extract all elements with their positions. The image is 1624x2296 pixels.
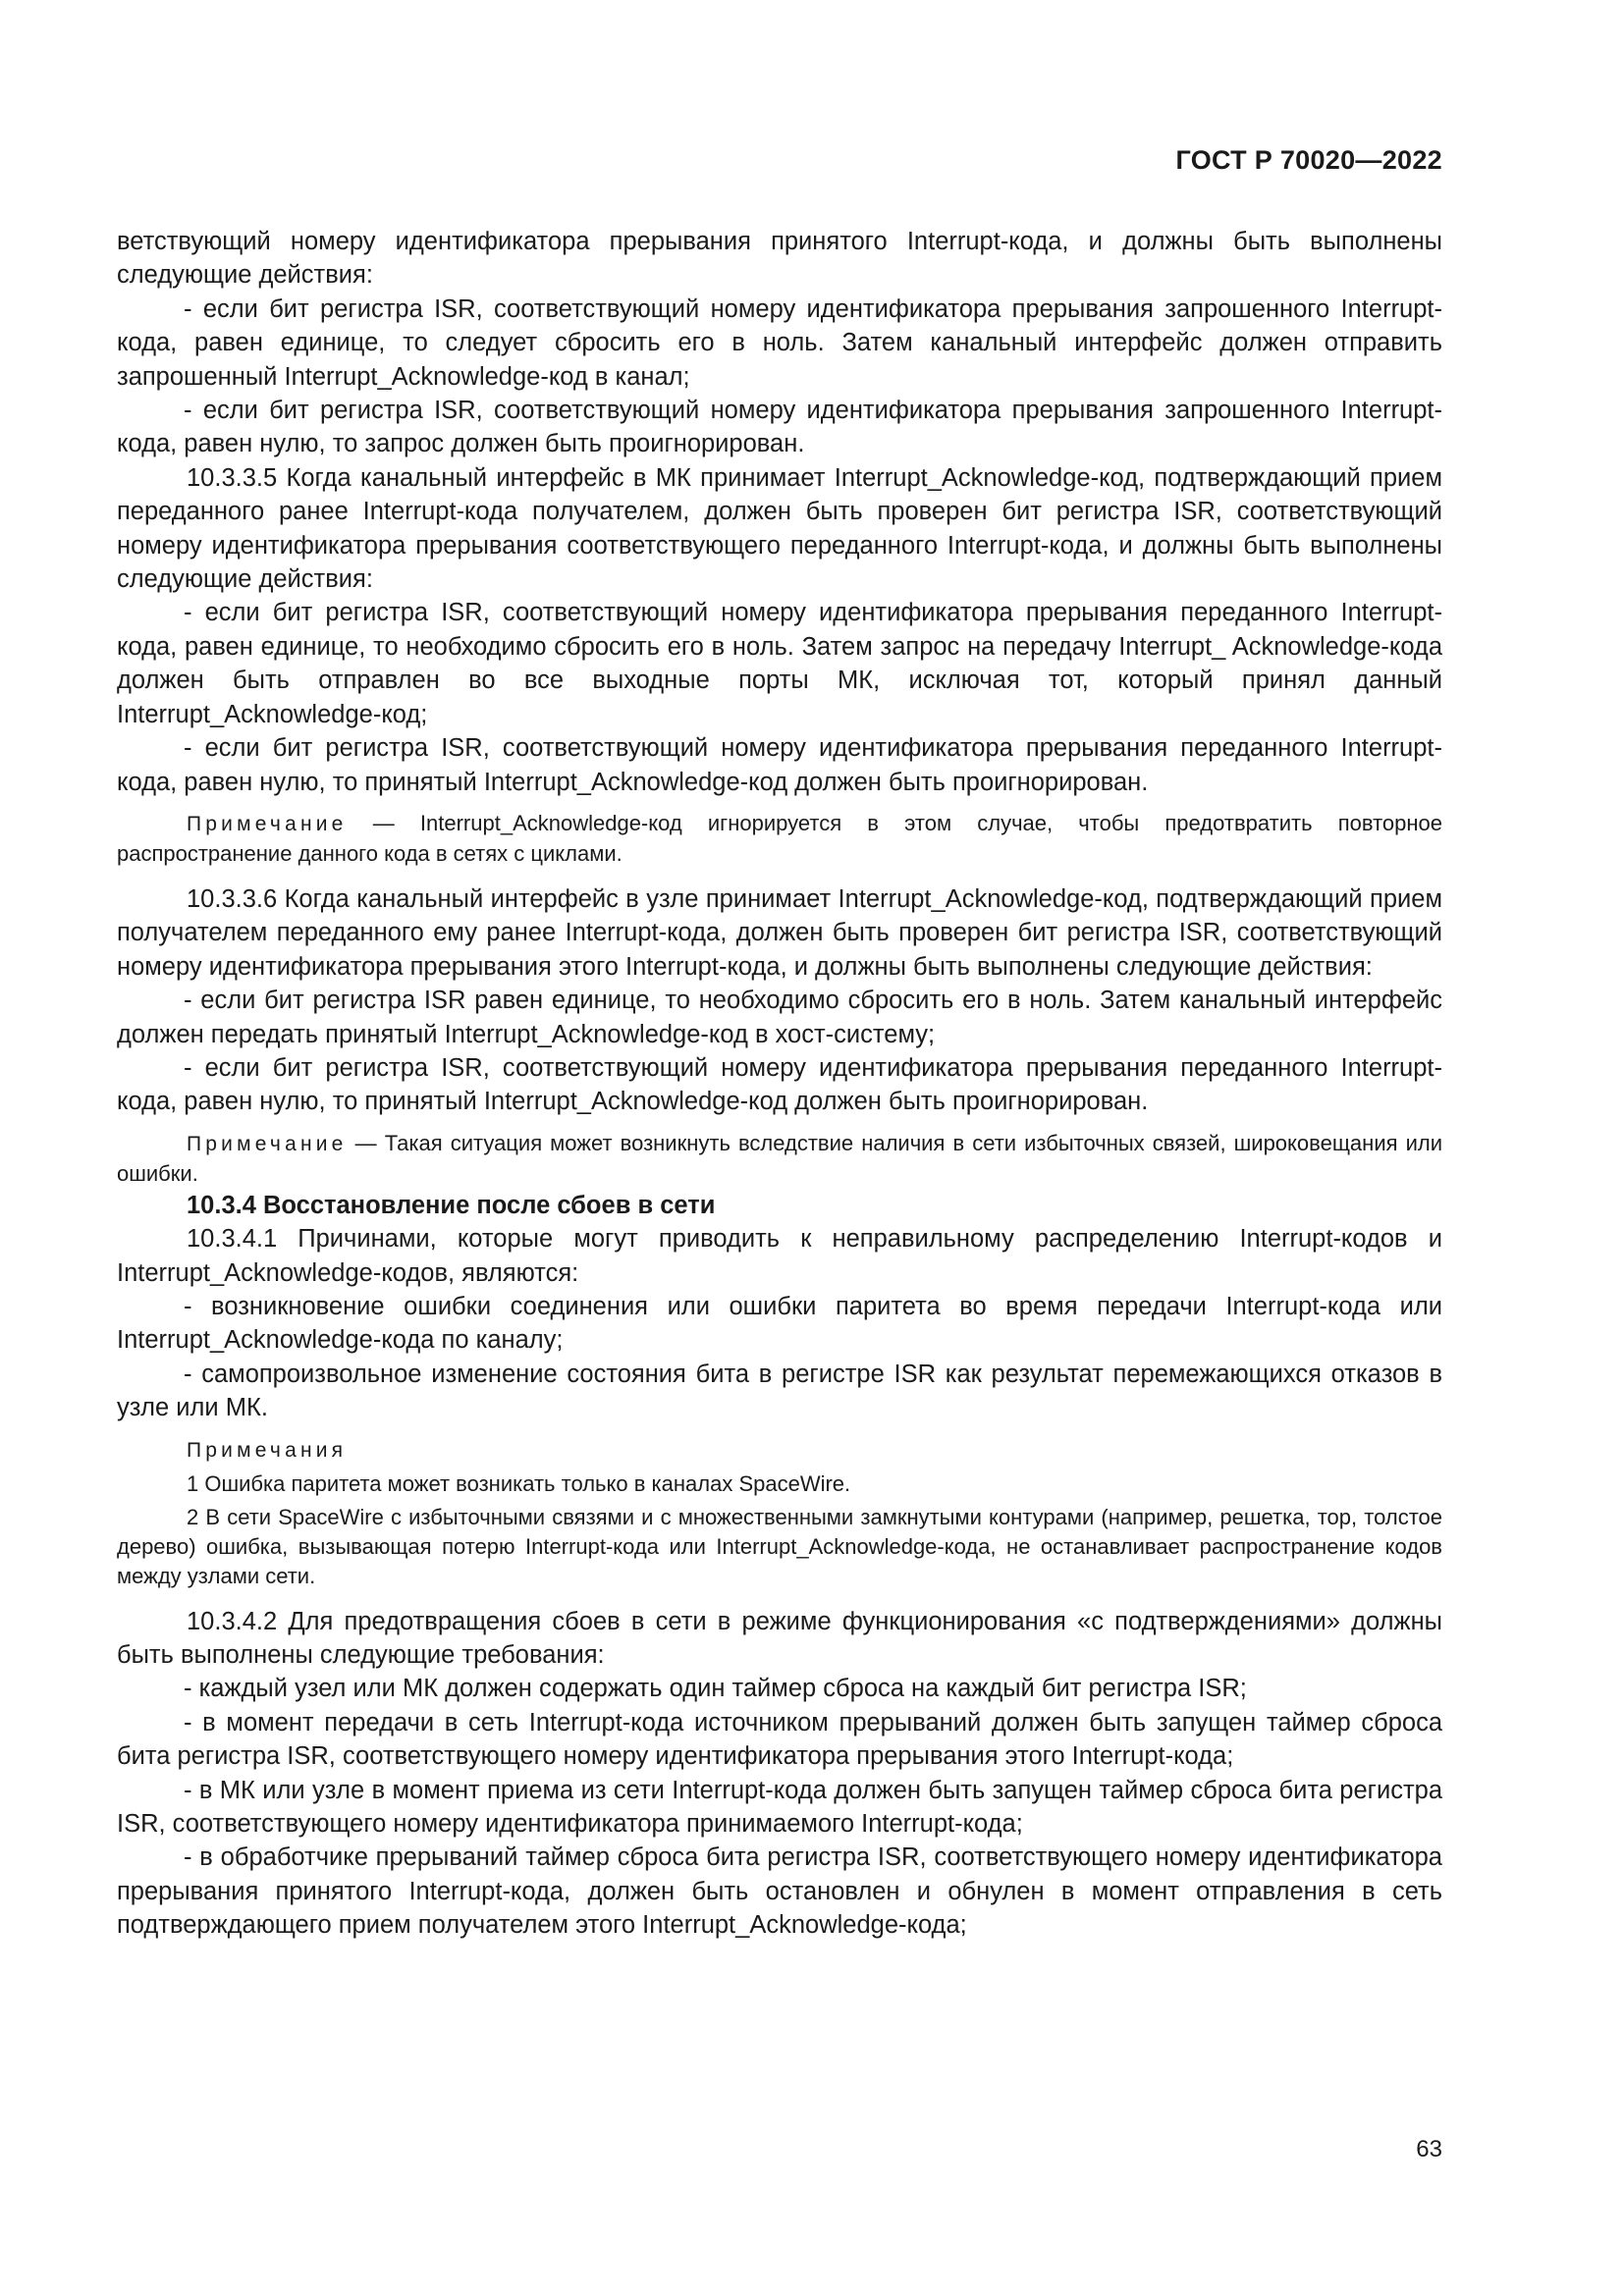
page-number: 63 [1416,2136,1442,2163]
list-item: - если бит регистра ISR, соответствующий номеру идентификатора прерывания запрошенного Interrupt-кода, равен нулю, то запрос должен быть проигнорирован. [117,397,1442,458]
list-item: - в МК или узле в момент приема из сети Interrupt-кода должен быть запущен таймер сброса бита регистра ISR, соответствующего номеру идентификатора принимаемого Interrupt-кода; [117,1776,1442,1839]
notes-item-1: 1 Ошибка паритета может возникать только в каналах SpaceWire. [187,1470,851,1496]
list-item: - если бит регистра ISR, соответствующий номеру идентификатора прерывания переданного Interrupt-кода, равен единице, то необходимо сбросить его в ноль. Затем запрос на передачу Interrupt_ Acknowledge-кода должен быть отправлен во все выходные порты МК, исключая тот, который принял данный Interrupt_Acknowledge-код; [117,599,1442,728]
clause-10-3-4-2: 10.3.4.2 Для предотвращения сбоев в сети в режиме функционирования «с подтверждениями» должны быть выполнены следующие требования: [117,1607,1442,1669]
note-label: Примечание [187,1132,348,1155]
document-page [117,0,1442,2296]
note-text: — Interrupt_Acknowledge-код игнорируется в этом случае, чтобы предотвратить повторное распространение данного кода в сетях с циклами. [117,810,1442,866]
clause-10-3-3-6: 10.3.3.6 Когда канальный интерфейс в узле принимает Interrupt_Acknowledge-код, подтверждающий прием получателем переданного ему ранее Interrupt-кода, должен быть проверен бит регистра ISR, соответствующий номеру идентификатора прерывания этого Interrupt-кода, и должны быть выполнены следующие действия: [117,884,1442,981]
section-heading: 10.3.4 Восстановление после сбоев в сети [187,1191,716,1219]
list-item: - если бит регистра ISR, соответствующий номеру идентификатора прерывания переданного Interrupt-кода, равен нулю, то принятый Interrupt_Acknowledge-код должен быть проигнорирован. [117,1053,1442,1116]
list-item: - если бит регистра ISR, соответствующий номеру идентификатора прерывания запрошенного Interrupt-кода, равен единице, то следует сбросить его в ноль. Затем канальный интерфейс должен отправить запрошенный Interrupt_Acknowledge-код в канал; [117,294,1442,391]
list-item: - каждый узел или МК должен содержать один таймер сброса на каждый бит регистра ISR; [184,1675,1247,1703]
clause-10-3-3-5: 10.3.3.5 Когда канальный интерфейс в МК принимает Interrupt_Acknowledge-код, подтверждающий прием переданного ранее Interrupt-кода получателем, должен быть проверен бит регистра ISR, соответствующий номеру идентификатора прерывания соответствующего переданного Interrupt-кода, и должны быть выполнены следующие действия: [117,463,1442,594]
list-item: - возникновение ошибки соединения или ошибки паритета во время передачи Interrupt-кода или Interrupt_Acknowledge-кода по каналу; [117,1292,1442,1355]
list-item: - если бит регистра ISR равен единице, то необходимо сбросить его в ноль. Затем канальный интерфейс должен передать принятый Interrupt_Acknowledge-код в хост-систему; [117,987,1442,1048]
list-item: - самопроизвольное изменение состояния бита в регистре ISR как результат перемежающихся отказов в узле или МК. [117,1360,1442,1422]
list-item: - если бит регистра ISR, соответствующий номеру идентификатора прерывания переданного Interrupt-кода, равен нулю, то принятый Interrupt_Acknowledge-код должен быть проигнорирован. [117,734,1442,796]
paragraph-continuation: ветствующий номеру идентификатора прерывания принятого Interrupt-кода, и должны быть выполнены следующие действия: [117,228,1442,290]
body-text [117,225,1442,1943]
standard-id-header: ГОСТ Р 70020—2022 [1175,145,1442,175]
note-text: — Такая ситуация может возникнуть вследствие наличия в сети избыточных связей, широковещания или ошибки. [117,1130,1442,1186]
note-1 [117,809,1442,869]
list-item: - в момент передачи в сеть Interrupt-кода источником прерываний должен быть запущен таймер сброса бита регистра ISR, соответствующего номеру идентификатора прерывания этого Interrupt-кода; [117,1708,1442,1771]
note-label: Примечание [187,812,348,835]
clause-10-3-4-1: 10.3.4.1 Причинами, которые могут приводить к неправильному распределению Interrupt-кодов и Interrupt_Acknowledge-кодов, являются: [117,1225,1442,1287]
note-2 [117,1129,1442,1189]
notes-item-2: 2 В сети SpaceWire с избыточными связями и с множественными замкнутыми контурами (например, решетка, тор, толстое дерево) ошибка, вызывающая потерю Interrupt-кода или Interrupt_Acknowledge-кода, не останавливает распространение кодов между узлами сети. [117,1504,1442,1588]
notes-label-text: Примечания [187,1438,348,1462]
notes-label [117,1435,1442,1466]
list-item: - в обработчике прерываний таймер сброса бита регистра ISR, соответствующего номеру идентификатора прерывания принятого Interrupt-кода, должен быть остановлен и обнулен в момент отправления в сеть подтверждающего прием получателем этого Interrupt_Acknowledge-кода; [117,1843,1442,1940]
